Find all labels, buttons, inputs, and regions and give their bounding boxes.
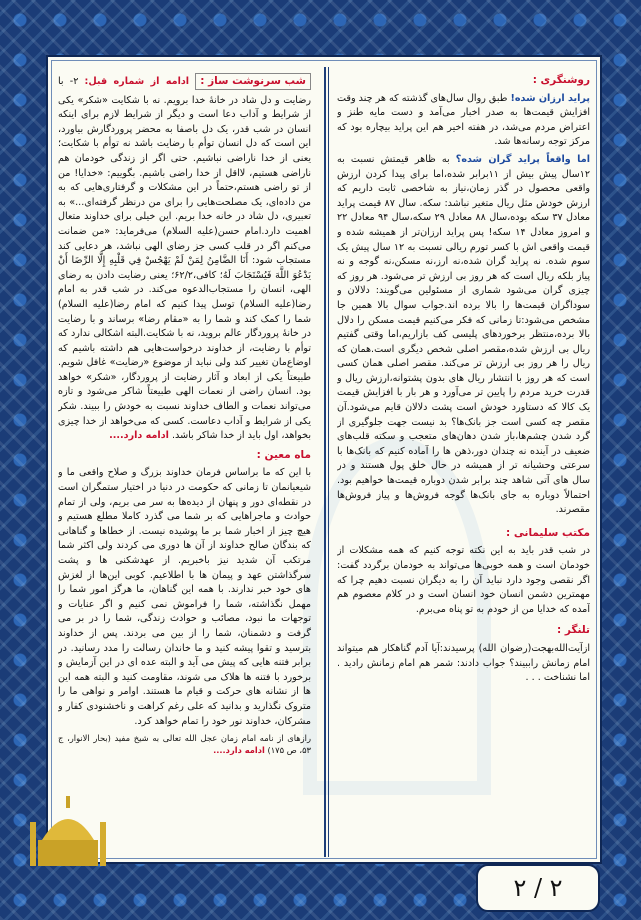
reminder-heading: تلنگر : [556,624,590,637]
guiding-moon-text: با این که ما براساس فرمان خداوند بزرگ و صلاح واقعی ما و شیعیانمان تا زمانی که حکومت در دنیا در اختیار ستمگران است در نقطه‌ای دور و پنهان از دیده‌ها به سر می بریم، ولی از تمام حوادث و ماجراهایی که بر شما می گذرد کاملا مطلع هستیم و هیچ چیز از اخبار شما بر ما پوشیده نیست. از خطاها و گناهانی که بندگان صالح خداوند از آن ها دوری می کردند ولی اکثر شما مرتکب آن شدید نیز باخبریم. از عهدشکنی ها و پشت سرگذاشتن عهد و پیمان ها با اطلاعیم. کوبی این‌ها از لغزش های خود خبر ندارند. با همه این گناهان، ما هرگز امور شما را مهمل نگذاشته، شما را فراموش نمی کنیم و اگر عنایات و توجهات ما نبود، مصائب و حوادث زندگی، شما را در بر می گرفت و دشمنان، شما را از بین می بردند. پس از خداوند بترسید و تقوا پیشه کنید و ما خاندان رسالت را مدد رسانید. در برابر فتنه هایی که پیش می آید و البته عده ای در این آزمایش و برخورد با فتنه ها هلاک می شوند، مقاومت کنید و البته همه این ها از نشانه های حرکت و قیام ما هستند. اوامر و نواهی ما را متروک نگذارید و بدانید که علی رغم کراهت و ناخشنودی کفار و مشرکان، خداوند نور خود را تمام خواهد کرد. [58,467,311,727]
pride-question-lead: اما واقعاً پراید گران شده؟ [455,153,590,165]
soleimani-school-heading: مکتب سلیمانی : [506,526,590,539]
fateful-night-continued: ادامه دارد.... [109,430,169,442]
right-column [337,70,590,850]
column-divider [324,67,326,857]
continued-from-previous: ادامه از شماره قبل: [84,76,190,87]
fateful-night-header [58,70,311,444]
left-column [58,70,311,850]
enlightenment-paragraph [337,92,590,150]
pride-question-text: به ظاهر قیمتش نسبت به ۱۲سال پیش بیش از ۱۱برابر شده،اما برای پیدا کردن ارزش واقعی محصول در گذر زمان،نیاز به شاخصی ثابت داریم که ارزش خودش مثل ریال متغیر نباشد: سکه. سال ۸۷ قیمت پراید معادل ۳۷ سکه بوده،سال ۸۸ معادل ۲۹ سکه،سال ۹۴ معادل ۲۲ و امروز معادل ۱۴ سکه! پس پراید ارزان‌تر از همیشه شده و قیمت واقعی اش با کسر تورم ریالی نسبت به ۱۲ سال پیش یک سوم شده. نه پراید گران شده،نه ارز،نه مسکن،نه گوجه و نه پیاز بلکه ریال است که هر روز بی ارزش تر می‌شود. هر روز که چیزی گران می‌شود شماری از مسئولین می‌گویند: دلالان و سوداگران قیمت‌ها را بالا برده اند.جواب سوال بالا همین جا مشخص می‌شود:تا زمانی که فکر می‌کنیم قیمت مسکن را دلال بالا برده،منتظر برخوردهای پلیسی کف بازاریم،اما وقتی گفتیم ریال بی ارزش شده،مقصر اصلی شخص دیگری است.همان که ریال را هر روز بی ارزش تر می‌کند. مقصر اصلی همان کسی است که هر روز با انتشار ریال های بدون پشتوانه،ارزش ریال و قدرت خرید مردم را پایین تر می‌آورد و هر بار با افزایش قیمت یک کالا که دستاورد خودش است پشت دلالان قایم می‌شود.آن مقصر چه کسی است جز بانک‌ها؟ بد نیست جهت جلوگیری از گرد شدن چشم‌ها،باز شدن دهان‌های متعجب و سکته قلب‌های ضعیف در آینده نه چندان دور،ذهن ها را آماده کنیم که بانک‌ها با سرعتی وحشیانه تر از همیشه در حال خلق پول هستند و در سال های آتی شاهد چند برابر شدن دوباره قیمت‌ها خواهیم بود. احتمالاً دوباره به جای بانک‌ها گوجه فروش‌ها و پیاز فروش‌ها مقصرند. [337,153,590,516]
soleimani-school-text: در شب قدر باید به این نکته توجه کنیم که همه مشکلات از خودمان است و همه خوبی‌ها می‌تواند به خودمان برگردد گفت: اگر نقصی وجود دارد نباید آن را به دیگران نسبت دهیم چرا که مهمترین دشمن انسان خود انسان است و در کلام معصوم هم آمده که خدایا من از خودم به تو پناه می‌برم. [337,545,590,615]
fateful-night-heading: شب سرنوشت ساز : [195,73,311,90]
pride-cheap-text: طبق روال سال‌های گذشته که هر چند وقت افزایش قیمت‌ها به صدر اخبار می‌آمد و دست مایه طنز و اعتراض مردم می‌شد، در هفته اخیر هم این پراید بیچاره بود که مرکز توجه رسانه‌ها شد. [337,92,590,148]
guiding-moon-heading: ماه معین : [256,448,311,461]
reminder-text: ازآیت‌الله‌بهجت(رضوان الله) پرسیدند:آیا آدم گناهکار هم میتواند امام زمانش راببیند؟ جواب دادند: شمر هم امام زمانش رادید . اما نشناخت . . . [337,642,590,684]
enlightenment-heading: روشنگری : [532,74,590,86]
fateful-night-text: ۲- با رضایت و دل شاد در خانهٔ خدا برویم. نه با شکایت «شکر» یکی از شرایط و آداب دعا است و دیگر از شرایط لازم برای اینکه انسان در شب قدر، یک دل باصفا به محضر پروردگارش بیاورد، این است که دل انسان توأم با رضایت باشد نه توأم با شکایت؛ یعنی از خدا ناراضی نباشیم. حتی اگر از زندگی خودمان هم ناراضی هستیم، لااقل از خدا راضی باشیم. بگوییم: «خدایا! من از تو راضی هستم،حتماً در این مشکلات و گرفتاری‌هایی که به من داده‌ای، یک مصلحت‌هایی را برای من درنظر گرفته‌ای...» به تعبیری، دل شاد در خانه خدا بریم. این خیلی برای خداوند متعال اهمیت دارد.امام حسن(علیه السلام) می‌فرماید: «من ضمانت می‌کنم اگر در قلب کسی جز رضای الهی نباشد، هر دعایی کند مستجاب شود: أَنَا الضَّامِنُ لِمَنْ لَمْ يَهْجُسْ فِي قَلْبِهِ إِلَّا الرِّضَا أَنْ يَدْعُوَ اللَّهَ فَيُسْتَجَابَ لَهُ؛ کافی،۶۲/۲؛ یعنی رضایت دادن به رضای الهی، انسان را مستجاب‌الدعوه می‌کند. در شب قدر به امام رضا(علیه السلام) توسل پیدا کنیم که امام رضا(علیه السلام) شما را کمک کند و شما را به «مقام رضا» برساند و با رضایت در خانهٔ پروردگار عالم بروید، نه با شکایت.البته اشکالی ندارد که توأم با رضایت، از خداوند درخواست‌هایی هم داشته باشیم که اوضاع‌مان تغییر کند ولی نباید از موضوع «رضایت» غافل شویم. طبیعتاً یکی از ابعاد و آثار رضایت از پروردگار، «شکر» خواهد بود. انسان راضی از نعمات الهی طبیعتاً شاکر می‌شود و تازه می‌تواند نعمات و الطاف خداوند نسبت به خودش را ببیند. شکر یکی از شرایط و آداب دعاست. کسی که می‌خواهد از خدا چیزی بخواهد، اول باید از خدا شاکر باشد. [58,76,311,442]
pride-cheap-lead: پراید ارزان شده! [510,92,590,104]
guiding-moon-continued: ادامه دارد.... [213,745,265,756]
newsletter-page [46,55,602,864]
pride-question-paragraph [337,153,590,518]
guiding-moon-footer [58,732,311,756]
letter-source: رازهای از نامه امام زمان عجل الله تعالی به شیخ مفید (بحار الانوار، ج ۵۳، ص ۱۷۵) [58,733,311,756]
page-number: ۲ / ۲ [476,864,600,912]
column-divider-inner [328,67,329,857]
golden-dome-icon [28,792,108,872]
